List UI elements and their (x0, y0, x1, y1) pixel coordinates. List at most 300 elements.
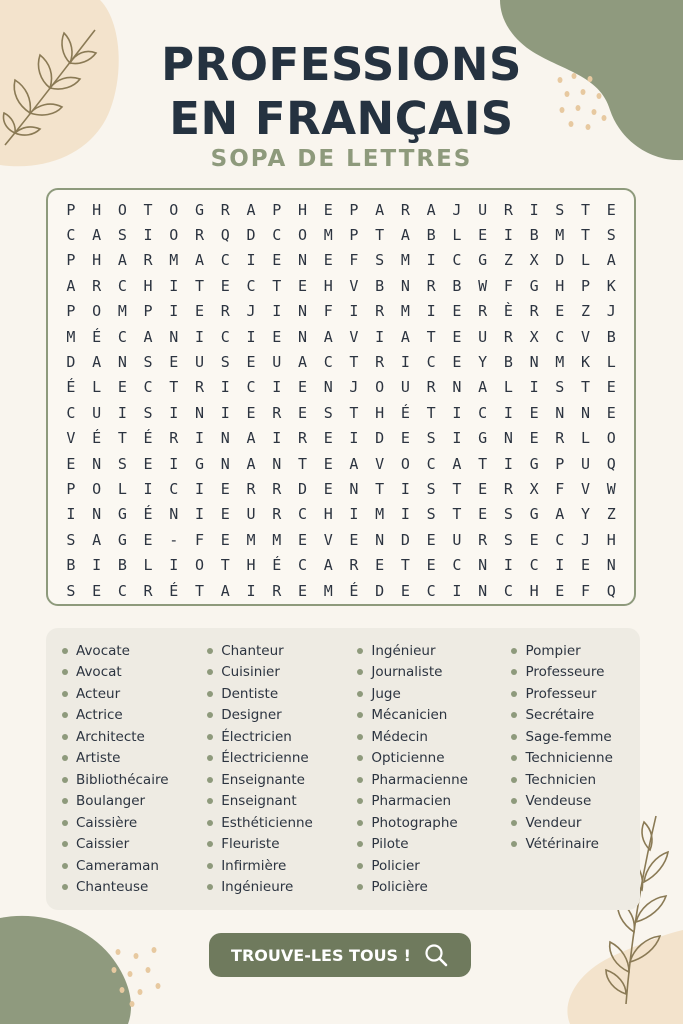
grid-cell[interactable]: E (246, 403, 256, 422)
grid-cell[interactable]: A (220, 581, 230, 600)
grid-cell[interactable]: X (529, 327, 539, 346)
grid-cell[interactable]: E (426, 530, 436, 549)
grid-cell[interactable]: S (117, 454, 127, 473)
grid-cell[interactable]: A (92, 353, 102, 372)
grid-cell[interactable]: S (143, 353, 153, 372)
grid-cell[interactable]: E (606, 403, 616, 422)
grid-cell[interactable]: N (297, 327, 307, 346)
grid-cell[interactable]: A (400, 327, 410, 346)
grid-cell[interactable]: G (529, 505, 539, 524)
grid-cell[interactable]: I (117, 403, 127, 422)
grid-cell[interactable]: A (606, 251, 616, 270)
grid-cell[interactable]: P (555, 454, 565, 473)
grid-cell[interactable]: N (92, 454, 102, 473)
grid-cell[interactable]: I (400, 479, 410, 498)
grid-cell[interactable]: C (169, 479, 179, 498)
grid-cell[interactable]: R (143, 581, 153, 600)
grid-cell[interactable]: T (581, 200, 591, 219)
grid-cell[interactable]: E (323, 200, 333, 219)
grid-cell[interactable]: A (375, 200, 385, 219)
grid-cell[interactable]: R (272, 581, 282, 600)
grid-cell[interactable]: P (581, 276, 591, 295)
grid-cell[interactable]: D (66, 353, 76, 372)
grid-cell[interactable]: I (349, 505, 359, 524)
grid-cell[interactable]: I (452, 429, 462, 448)
grid-cell[interactable]: I (195, 505, 205, 524)
grid-cell[interactable]: I (246, 581, 256, 600)
grid-cell[interactable]: T (375, 479, 385, 498)
grid-cell[interactable]: O (375, 378, 385, 397)
grid-cell[interactable]: R (220, 200, 230, 219)
grid-cell[interactable]: V (349, 327, 359, 346)
grid-cell[interactable]: N (555, 403, 565, 422)
grid-cell[interactable]: G (117, 505, 127, 524)
grid-cell[interactable]: L (503, 378, 513, 397)
grid-cell[interactable]: I (169, 403, 179, 422)
grid-cell[interactable]: H (323, 276, 333, 295)
grid-cell[interactable]: T (581, 226, 591, 245)
grid-cell[interactable]: É (272, 556, 282, 575)
grid-cell[interactable]: T (452, 505, 462, 524)
grid-cell[interactable]: T (400, 556, 410, 575)
grid-cell[interactable]: L (92, 378, 102, 397)
grid-cell[interactable]: H (297, 200, 307, 219)
grid-cell[interactable]: U (272, 353, 282, 372)
grid-cell[interactable]: E (529, 403, 539, 422)
grid-cell[interactable]: E (220, 530, 230, 549)
grid-cell[interactable]: A (323, 556, 333, 575)
grid-cell[interactable]: S (66, 530, 76, 549)
grid-cell[interactable]: T (195, 276, 205, 295)
grid-cell[interactable]: I (143, 226, 153, 245)
grid-cell[interactable]: S (606, 226, 616, 245)
grid-cell[interactable]: É (92, 327, 102, 346)
grid-cell[interactable]: D (297, 479, 307, 498)
grid-cell[interactable]: T (349, 403, 359, 422)
grid-cell[interactable]: T (272, 276, 282, 295)
grid-cell[interactable]: E (452, 302, 462, 321)
grid-cell[interactable]: S (323, 403, 333, 422)
grid-cell[interactable]: G (478, 429, 488, 448)
grid-cell[interactable]: C (426, 581, 436, 600)
grid-cell[interactable]: J (246, 302, 256, 321)
grid-cell[interactable]: I (400, 505, 410, 524)
grid-cell[interactable]: E (426, 556, 436, 575)
grid-cell[interactable]: E (555, 302, 565, 321)
grid-cell[interactable]: E (297, 276, 307, 295)
grid-cell[interactable]: H (375, 403, 385, 422)
grid-cell[interactable]: F (581, 581, 591, 600)
grid-cell[interactable]: S (503, 505, 513, 524)
grid-cell[interactable]: D (375, 581, 385, 600)
grid-cell[interactable]: - (169, 530, 179, 549)
grid-cell[interactable]: O (169, 226, 179, 245)
grid-cell[interactable]: Z (503, 251, 513, 270)
grid-cell[interactable]: T (349, 353, 359, 372)
grid-cell[interactable]: H (606, 530, 616, 549)
grid-cell[interactable]: I (195, 429, 205, 448)
grid-cell[interactable]: M (323, 226, 333, 245)
grid-cell[interactable]: C (426, 353, 436, 372)
grid-cell[interactable]: R (503, 327, 513, 346)
grid-cell[interactable]: R (169, 429, 179, 448)
grid-cell[interactable]: N (220, 454, 230, 473)
grid-cell[interactable]: N (220, 429, 230, 448)
grid-cell[interactable]: P (66, 479, 76, 498)
grid-cell[interactable]: J (452, 200, 462, 219)
grid-cell[interactable]: R (375, 302, 385, 321)
grid-cell[interactable]: A (246, 429, 256, 448)
grid-cell[interactable]: E (297, 378, 307, 397)
grid-cell[interactable]: R (426, 276, 436, 295)
grid-cell[interactable]: E (195, 302, 205, 321)
grid-cell[interactable]: R (220, 302, 230, 321)
grid-cell[interactable]: N (478, 581, 488, 600)
grid-cell[interactable]: U (452, 530, 462, 549)
grid-cell[interactable]: U (400, 378, 410, 397)
grid-cell[interactable]: P (349, 226, 359, 245)
grid-cell[interactable]: M (323, 581, 333, 600)
grid-cell[interactable]: E (297, 403, 307, 422)
grid-cell[interactable]: O (400, 454, 410, 473)
grid-cell[interactable]: E (400, 581, 410, 600)
grid-cell[interactable]: H (143, 276, 153, 295)
grid-cell[interactable]: N (349, 479, 359, 498)
grid-cell[interactable]: O (92, 479, 102, 498)
grid-cell[interactable]: I (169, 276, 179, 295)
grid-cell[interactable]: I (143, 479, 153, 498)
grid-cell[interactable]: E (272, 251, 282, 270)
grid-cell[interactable]: C (452, 251, 462, 270)
grid-cell[interactable]: Q (606, 454, 616, 473)
grid-cell[interactable]: H (323, 505, 333, 524)
grid-cell[interactable]: K (581, 353, 591, 372)
grid-cell[interactable]: X (529, 251, 539, 270)
grid-cell[interactable]: S (555, 378, 565, 397)
grid-cell[interactable]: E (66, 454, 76, 473)
grid-cell[interactable]: T (581, 378, 591, 397)
grid-cell[interactable]: H (529, 581, 539, 600)
grid-cell[interactable]: E (606, 200, 616, 219)
grid-cell[interactable]: T (169, 378, 179, 397)
grid-cell[interactable]: A (246, 200, 256, 219)
grid-cell[interactable]: I (375, 327, 385, 346)
grid-cell[interactable]: H (92, 200, 102, 219)
grid-cell[interactable]: C (246, 378, 256, 397)
grid-cell[interactable]: R (478, 302, 488, 321)
grid-cell[interactable]: I (349, 429, 359, 448)
grid-cell[interactable]: C (478, 403, 488, 422)
grid-cell[interactable]: V (66, 429, 76, 448)
grid-cell[interactable]: A (555, 505, 565, 524)
grid-cell[interactable]: C (66, 403, 76, 422)
grid-cell[interactable]: T (117, 429, 127, 448)
grid-cell[interactable]: M (555, 353, 565, 372)
grid-cell[interactable]: A (323, 327, 333, 346)
grid-cell[interactable]: Y (581, 505, 591, 524)
grid-cell[interactable]: D (246, 226, 256, 245)
grid-cell[interactable]: L (606, 353, 616, 372)
grid-cell[interactable]: N (503, 429, 513, 448)
grid-cell[interactable]: T (143, 200, 153, 219)
grid-cell[interactable]: E (606, 378, 616, 397)
grid-cell[interactable]: O (92, 302, 102, 321)
grid-cell[interactable]: A (478, 378, 488, 397)
grid-cell[interactable]: É (169, 581, 179, 600)
grid-cell[interactable]: E (323, 479, 333, 498)
grid-cell[interactable]: S (117, 226, 127, 245)
grid-cell[interactable]: N (117, 353, 127, 372)
grid-cell[interactable]: A (117, 251, 127, 270)
grid-cell[interactable]: R (529, 302, 539, 321)
grid-cell[interactable]: U (478, 200, 488, 219)
grid-cell[interactable]: G (195, 200, 205, 219)
grid-cell[interactable]: I (169, 302, 179, 321)
grid-cell[interactable]: U (246, 505, 256, 524)
grid-cell[interactable]: S (375, 251, 385, 270)
grid-cell[interactable]: A (66, 276, 76, 295)
grid-cell[interactable]: E (452, 353, 462, 372)
grid-cell[interactable]: E (323, 251, 333, 270)
grid-cell[interactable]: A (452, 454, 462, 473)
grid-cell[interactable]: É (92, 429, 102, 448)
grid-cell[interactable]: E (272, 327, 282, 346)
grid-cell[interactable]: I (503, 226, 513, 245)
grid-cell[interactable]: N (606, 556, 616, 575)
grid-cell[interactable]: E (323, 454, 333, 473)
grid-cell[interactable]: E (555, 581, 565, 600)
grid-cell[interactable]: E (452, 327, 462, 346)
grid-cell[interactable]: C (555, 327, 565, 346)
grid-cell[interactable]: C (143, 378, 153, 397)
grid-cell[interactable]: S (143, 403, 153, 422)
grid-cell[interactable]: B (117, 556, 127, 575)
grid-cell[interactable]: S (503, 530, 513, 549)
letter-grid[interactable] (46, 188, 636, 606)
grid-cell[interactable]: R (272, 505, 282, 524)
grid-cell[interactable]: C (117, 327, 127, 346)
grid-cell[interactable]: I (452, 403, 462, 422)
grid-cell[interactable]: K (606, 276, 616, 295)
grid-cell[interactable]: M (169, 251, 179, 270)
grid-cell[interactable]: I (503, 556, 513, 575)
grid-cell[interactable]: T (426, 403, 436, 422)
grid-cell[interactable]: L (581, 251, 591, 270)
grid-cell[interactable]: W (606, 479, 616, 498)
grid-cell[interactable]: É (143, 429, 153, 448)
grid-cell[interactable]: O (195, 556, 205, 575)
grid-cell[interactable]: Q (606, 581, 616, 600)
grid-cell[interactable]: S (220, 353, 230, 372)
grid-cell[interactable]: A (92, 530, 102, 549)
grid-cell[interactable]: R (272, 403, 282, 422)
grid-cell[interactable]: I (195, 327, 205, 346)
grid-cell[interactable]: E (581, 556, 591, 575)
grid-cell[interactable]: R (349, 556, 359, 575)
grid-cell[interactable]: I (400, 353, 410, 372)
grid-cell[interactable]: I (452, 581, 462, 600)
grid-cell[interactable]: R (375, 353, 385, 372)
grid-cell[interactable]: I (220, 403, 230, 422)
grid-cell[interactable]: P (66, 200, 76, 219)
grid-cell[interactable]: N (452, 378, 462, 397)
grid-cell[interactable]: N (400, 276, 410, 295)
grid-cell[interactable]: R (195, 378, 205, 397)
grid-cell[interactable]: R (478, 530, 488, 549)
grid-cell[interactable]: C (323, 353, 333, 372)
grid-cell[interactable]: E (246, 353, 256, 372)
grid-cell[interactable]: G (478, 251, 488, 270)
grid-cell[interactable]: C (117, 581, 127, 600)
grid-cell[interactable]: V (323, 530, 333, 549)
grid-cell[interactable]: I (503, 454, 513, 473)
grid-cell[interactable]: C (297, 556, 307, 575)
grid-cell[interactable]: E (375, 556, 385, 575)
grid-cell[interactable]: N (195, 403, 205, 422)
grid-cell[interactable]: Y (478, 353, 488, 372)
grid-cell[interactable]: P (272, 200, 282, 219)
grid-cell[interactable]: R (426, 378, 436, 397)
grid-cell[interactable]: T (426, 327, 436, 346)
grid-cell[interactable]: E (349, 530, 359, 549)
grid-cell[interactable]: S (426, 505, 436, 524)
grid-cell[interactable]: X (529, 479, 539, 498)
grid-cell[interactable]: C (426, 454, 436, 473)
grid-cell[interactable]: R (246, 479, 256, 498)
grid-cell[interactable]: C (117, 276, 127, 295)
grid-cell[interactable]: T (297, 454, 307, 473)
grid-cell[interactable]: P (66, 302, 76, 321)
grid-cell[interactable]: S (66, 581, 76, 600)
grid-cell[interactable]: N (92, 505, 102, 524)
grid-cell[interactable]: A (426, 200, 436, 219)
grid-cell[interactable]: I (529, 200, 539, 219)
grid-cell[interactable]: R (143, 251, 153, 270)
grid-cell[interactable]: D (375, 429, 385, 448)
grid-cell[interactable]: R (92, 276, 102, 295)
grid-cell[interactable]: U (92, 403, 102, 422)
grid-cell[interactable]: Q (220, 226, 230, 245)
grid-cell[interactable]: I (555, 556, 565, 575)
grid-cell[interactable]: I (272, 302, 282, 321)
grid-cell[interactable]: Z (581, 302, 591, 321)
grid-cell[interactable]: N (297, 251, 307, 270)
grid-cell[interactable]: P (66, 251, 76, 270)
grid-cell[interactable]: M (375, 505, 385, 524)
grid-cell[interactable]: P (349, 200, 359, 219)
grid-cell[interactable]: V (349, 276, 359, 295)
grid-cell[interactable]: S (426, 429, 436, 448)
grid-cell[interactable]: I (426, 251, 436, 270)
grid-cell[interactable]: L (143, 556, 153, 575)
grid-cell[interactable]: R (555, 429, 565, 448)
grid-cell[interactable]: G (529, 276, 539, 295)
grid-cell[interactable]: M (555, 226, 565, 245)
grid-cell[interactable]: H (246, 556, 256, 575)
grid-cell[interactable]: N (297, 302, 307, 321)
grid-cell[interactable]: M (66, 327, 76, 346)
grid-cell[interactable]: U (195, 353, 205, 372)
grid-cell[interactable]: E (529, 429, 539, 448)
grid-cell[interactable]: Z (606, 505, 616, 524)
grid-cell[interactable]: E (478, 226, 488, 245)
grid-cell[interactable]: B (452, 276, 462, 295)
grid-cell[interactable]: R (503, 200, 513, 219)
grid-cell[interactable]: P (143, 302, 153, 321)
grid-cell[interactable]: R (272, 479, 282, 498)
grid-cell[interactable]: R (195, 226, 205, 245)
grid-cell[interactable]: E (400, 429, 410, 448)
grid-cell[interactable]: E (220, 276, 230, 295)
grid-cell[interactable]: G (195, 454, 205, 473)
grid-cell[interactable]: F (555, 479, 565, 498)
grid-cell[interactable]: H (555, 276, 565, 295)
grid-cell[interactable]: T (452, 479, 462, 498)
grid-cell[interactable]: C (272, 226, 282, 245)
grid-cell[interactable]: I (272, 378, 282, 397)
grid-cell[interactable]: E (297, 530, 307, 549)
grid-cell[interactable]: F (323, 302, 333, 321)
grid-cell[interactable]: A (246, 454, 256, 473)
grid-cell[interactable]: S (426, 479, 436, 498)
grid-cell[interactable]: É (143, 505, 153, 524)
grid-cell[interactable]: C (529, 556, 539, 575)
grid-cell[interactable]: N (375, 530, 385, 549)
grid-cell[interactable]: E (478, 505, 488, 524)
grid-cell[interactable]: R (297, 429, 307, 448)
grid-cell[interactable]: A (143, 327, 153, 346)
grid-cell[interactable]: J (581, 530, 591, 549)
grid-cell[interactable]: O (169, 200, 179, 219)
grid-cell[interactable]: L (117, 479, 127, 498)
grid-cell[interactable]: E (478, 479, 488, 498)
grid-cell[interactable]: E (143, 454, 153, 473)
grid-cell[interactable]: E (297, 581, 307, 600)
grid-cell[interactable]: E (323, 429, 333, 448)
grid-cell[interactable]: I (66, 505, 76, 524)
grid-cell[interactable]: A (400, 226, 410, 245)
grid-cell[interactable]: M (246, 530, 256, 549)
grid-cell[interactable]: V (375, 454, 385, 473)
grid-cell[interactable]: G (117, 530, 127, 549)
grid-cell[interactable]: C (555, 530, 565, 549)
grid-cell[interactable]: T (375, 226, 385, 245)
find-all-button[interactable] (209, 933, 471, 977)
grid-cell[interactable]: D (555, 251, 565, 270)
grid-cell[interactable]: N (529, 353, 539, 372)
grid-cell[interactable]: F (195, 530, 205, 549)
grid-cell[interactable]: V (581, 327, 591, 346)
grid-cell[interactable]: M (117, 302, 127, 321)
grid-cell[interactable]: A (297, 353, 307, 372)
grid-cell[interactable]: E (220, 479, 230, 498)
grid-cell[interactable]: È (503, 302, 513, 321)
grid-cell[interactable]: U (478, 327, 488, 346)
grid-cell[interactable]: T (195, 581, 205, 600)
grid-cell[interactable]: I (503, 403, 513, 422)
grid-cell[interactable]: I (195, 479, 205, 498)
grid-cell[interactable]: T (220, 556, 230, 575)
grid-cell[interactable]: C (503, 581, 513, 600)
grid-cell[interactable]: R (503, 479, 513, 498)
grid-cell[interactable]: J (606, 302, 616, 321)
grid-cell[interactable]: I (529, 378, 539, 397)
grid-cell[interactable]: F (503, 276, 513, 295)
grid-cell[interactable]: É (400, 403, 410, 422)
grid-cell[interactable]: C (220, 327, 230, 346)
grid-cell[interactable]: C (220, 251, 230, 270)
grid-cell[interactable]: M (400, 302, 410, 321)
